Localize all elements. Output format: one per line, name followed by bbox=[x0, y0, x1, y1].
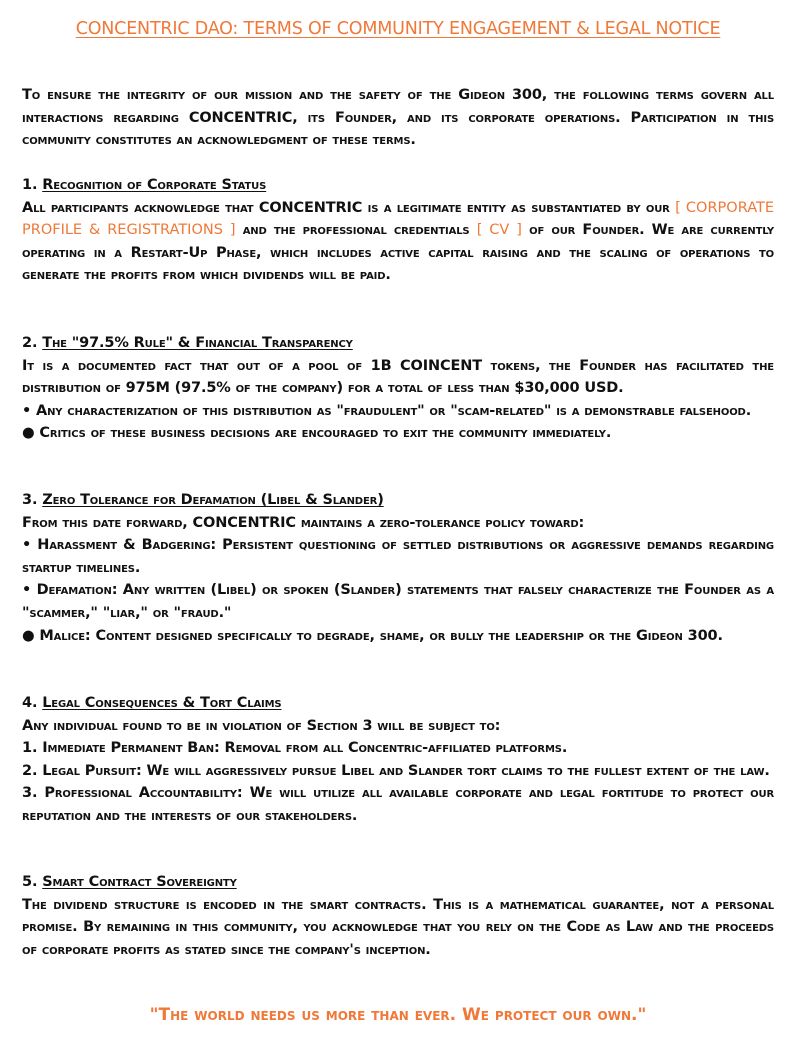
section-2-title: The "97.5% Rule" & Financial Transparency bbox=[42, 335, 353, 351]
section-1 bbox=[22, 174, 774, 287]
section-1-heading bbox=[22, 174, 774, 197]
section-4-item: 2. Legal Pursuit: We will aggressively pursue Libel and Slander tort claims to the fullest extent of the law. bbox=[22, 762, 770, 779]
closing-quote: "The world needs us more than ever. We protect our own." bbox=[149, 1005, 647, 1025]
section-3-bullet: ● Malice: Content designed specifically to degrade, shame, or bully the leadership or the Gideon 300. bbox=[22, 627, 723, 644]
section-5-heading bbox=[22, 871, 774, 894]
section-1-text-b: and the professional credentials bbox=[242, 222, 470, 239]
section-5-text: The dividend structure is encoded in the smart contracts. This is a mathematical guarantee, not a personal promise. By remaining in this community, you acknowledge that you rely on the Code as Law and the proceeds of corporate profits as stated since the company's inception. bbox=[22, 896, 774, 958]
section-3 bbox=[22, 489, 774, 647]
section-3-title: Zero Tolerance for Defamation (Libel & Slander) bbox=[42, 492, 384, 508]
corporate-profile-link[interactable]: [ CORPORATE PROFILE & REGISTRATIONS ] bbox=[22, 199, 775, 239]
section-5-number: 5. bbox=[22, 874, 38, 890]
cv-link[interactable]: [ CV ] bbox=[476, 222, 522, 239]
section-1-title: Recognition of Corporate Status bbox=[42, 177, 267, 193]
section-4-text: Any individual found to be in violation of Section 3 will be subject to: bbox=[22, 717, 501, 734]
section-2-bullet: ● Critics of these business decisions are encouraged to exit the community immediately. bbox=[22, 425, 612, 442]
section-1-text-c: of our Founder. We are currently operating in a Restart-Up Phase, which includes active capital raising and the scaling of operations to generate the profits from which dividends will be paid. bbox=[22, 222, 775, 284]
section-1-text-a: All participants acknowledge that CONCENTRIC is a legitimate entity as substantiated by our bbox=[22, 199, 670, 216]
section-5-title: Smart Contract Sovereignty bbox=[42, 874, 237, 890]
section-2 bbox=[22, 332, 774, 445]
section-4-item: 3. Professional Accountability: We will utilize all available corporate and legal fortitude to protect our reputation and the interests of our stakeholders. bbox=[22, 785, 774, 824]
section-2-heading bbox=[22, 332, 774, 355]
section-4-number: 4. bbox=[22, 695, 38, 711]
section-2-text: It is a documented fact that out of a pool of 1B COINCENT tokens, the Founder has facilitated the distribution of 975M (97.5% of the company) for a total of less than $30,000 USD. bbox=[22, 357, 774, 397]
section-1-number: 1. bbox=[22, 177, 38, 193]
section-3-text: From this date forward, CONCENTRIC maintains a zero-tolerance policy toward: bbox=[22, 514, 585, 531]
section-4 bbox=[22, 692, 774, 828]
section-5 bbox=[22, 871, 774, 961]
section-2-bullet: • Any characterization of this distribution as "fraudulent" or "scam-related" is a demonstrable falsehood. bbox=[22, 402, 752, 419]
section-3-bullet: • Harassment & Badgering: Persistent questioning of settled distributions or aggressive demands regarding startup timelines. bbox=[22, 537, 774, 576]
section-3-bullet: • Defamation: Any written (Libel) or spoken (Slander) statements that falsely characterize the Founder as a "scammer," "liar," or "fraud." bbox=[22, 582, 774, 621]
intro-paragraph bbox=[22, 84, 774, 152]
section-4-item: 1. Immediate Permanent Ban: Removal from all Concentric-affiliated platforms. bbox=[22, 740, 568, 757]
section-3-number: 3. bbox=[22, 492, 38, 508]
section-1-text bbox=[22, 197, 774, 287]
intro-text: To ensure the integrity of our mission and the safety of the Gideon 300, the following terms govern all interactions regarding CONCENTRIC, its Founder, and its corporate operations. Participation in this community constitutes an acknowledgment of these terms. bbox=[22, 87, 774, 149]
section-4-title: Legal Consequences & Tort Claims bbox=[42, 695, 282, 711]
section-4-heading bbox=[22, 692, 774, 715]
section-3-heading bbox=[22, 489, 774, 512]
document-title: CONCENTRIC DAO: TERMS OF COMMUNITY ENGAGEMENT & LEGAL NOTICE bbox=[75, 19, 721, 39]
section-2-number: 2. bbox=[22, 335, 38, 351]
